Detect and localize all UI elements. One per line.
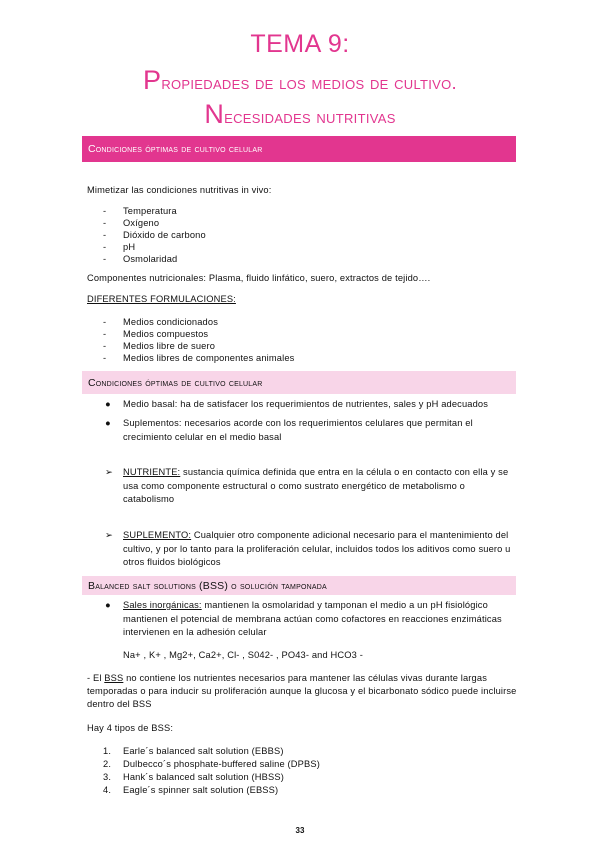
bullet-icon: ● <box>105 600 111 610</box>
page-subtitle-line-1: Propiedades de los medios de cultivo. <box>143 65 457 95</box>
list-item: - Osmolaridad <box>87 253 206 265</box>
bullet-icon: ● <box>105 399 111 409</box>
arrow-icon: ➢ <box>105 467 113 477</box>
list-item: - Temperatura <box>87 205 206 217</box>
arrow-icon: ➢ <box>105 530 113 540</box>
section-heading-2: Condiciones óptimas de cultivo celular <box>82 371 516 394</box>
bullet-item-basal: ● Medio basal: ha de satisfacer los requerimientos de nutrientes, sales y pH adecuados <box>87 398 517 412</box>
section-heading-3: Balanced salt solutions (BSS) o solución tamponada <box>82 576 516 595</box>
arrow-item-nutriente: ➢ NUTRIENTE: sustancia química definida que entra en la célula o en contacto con ella y se usa como componente estructural o como sustrato energético de metabolismo o catabolismo <box>105 467 509 504</box>
conditions-list <box>87 205 206 265</box>
types-intro: Hay 4 tipos de BSS: <box>87 723 174 733</box>
page-title: TEMA 9: <box>250 30 350 58</box>
bullet-item-sales: ● Sales inorgánicas: mantienen la osmolaridad y tamponan el medio a un pH fisiológico mantienen el potencial de membrana actúan como cofactores en reacciones enzimáticas intervienen en la adhesión celular <box>105 600 502 637</box>
list-item: 4. Eagle´s spinner salt solution (EBSS) <box>103 785 279 795</box>
arrow-item-suplemento: ➢ SUPLEMENTO: Cualquier otro componente adicional necesario para el mantenimiento del cultivo, y por lo tanto para la proliferación celular, incluidos todos los aditivos como suero u otros fluidos biológicos <box>105 530 511 567</box>
formulations-title: DIFERENTES FORMULACIONES: <box>87 294 236 304</box>
components-text: Componentes nutricionales: Plasma, fluido linfático, suero, extractos de tejido…. <box>87 273 431 283</box>
page-subtitle-line-2: Necesidades nutritivas <box>204 99 396 129</box>
bullet-item-suplementos: ● Suplementos: necesarios acorde con los requerimientos celulares que permitan el crecimiento celular en el medio basal <box>105 418 473 442</box>
formulations-list <box>87 316 294 364</box>
page-number: 33 <box>295 826 305 835</box>
section-heading-1: Condiciones óptimas de cultivo celular <box>82 136 516 162</box>
bullet-icon: ● <box>105 418 111 428</box>
list-item: 2. Dulbecco´s phosphate-buffered saline (DPBS) <box>103 759 320 769</box>
list-item: - Medios libres de componentes animales <box>87 352 294 364</box>
bss-paragraph: - El BSS no contiene los nutrientes necesarios para mantener las células vivas durante largas temporadas o para inducir su proliferación aunque la glucosa y el bicarbonato sódico puede incluirse dentro del BSS <box>87 673 517 709</box>
list-item: - Dióxido de carbono <box>87 229 206 241</box>
list-item: - Medios compuestos <box>87 328 294 340</box>
ions-text: Na+ , K+ , Mg2+, Ca2+, Cl- , S042- , PO43- and HCO3 - <box>123 650 363 660</box>
bss-types-list <box>87 745 320 797</box>
list-item: - Medios libre de suero <box>87 340 294 352</box>
list-item: - Oxígeno <box>87 217 206 229</box>
list-item: 1. Earle´s balanced salt solution (EBBS) <box>103 746 284 756</box>
intro-text: Mimetizar las condiciones nutritivas in vivo: <box>87 185 272 195</box>
list-item: - Medios condicionados <box>87 316 294 328</box>
list-item: 3. Hank´s balanced salt solution (HBSS) <box>103 772 284 782</box>
list-item: - pH <box>87 241 206 253</box>
